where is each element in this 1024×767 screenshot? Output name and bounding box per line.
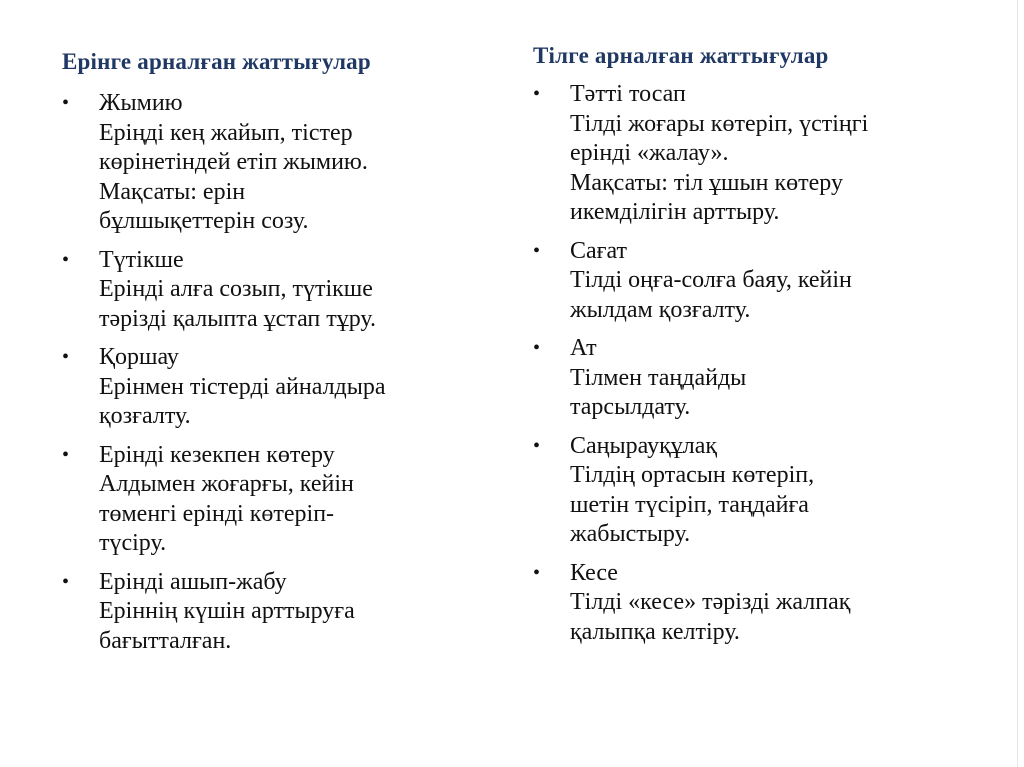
exercise-description: Еріннің күшін арттыруға бағытталған. <box>99 598 355 654</box>
list-item <box>62 441 492 559</box>
list-item <box>533 334 973 423</box>
exercise-title: Жымию <box>99 90 183 116</box>
list-item <box>62 343 492 432</box>
bullet-icon: • <box>533 337 541 359</box>
exercise-description: Еріңді кең жайып, тістер көрінетіндей етіп жымию. Мақсаты: ерін бұлшықеттерін созу. <box>99 119 368 234</box>
bullet-icon: • <box>533 83 541 105</box>
bullet-icon: • <box>533 561 541 584</box>
bullet-icon: • <box>533 434 541 457</box>
list-item <box>62 568 492 657</box>
tongue-exercises-heading: Тілге арналған жаттығулар <box>533 43 829 68</box>
exercise-title: Ат <box>570 335 597 361</box>
exercise-description: Тілді жоғары көтеріп, үстіңгі ерінді «жалау». Мақсаты: тіл ұшын көтеру икемділігін арттыру. <box>570 110 869 225</box>
list-item <box>533 559 973 648</box>
list-item <box>533 432 973 550</box>
exercise-title: Сағат <box>570 237 628 264</box>
list-item <box>62 89 492 237</box>
exercise-title: Ерінді кезекпен көтеру <box>99 441 335 468</box>
exercise-title: Саңырауқұлақ <box>570 432 718 459</box>
exercise-title: Ерінді ашып-жабу <box>99 568 287 595</box>
tongue-exercises-list <box>533 80 973 656</box>
exercise-description: Ерінді алға созып, түтікше тәрізді қалыпта ұстап тұру. <box>99 276 377 332</box>
bullet-icon: • <box>62 570 70 593</box>
exercise-title: Қоршау <box>99 344 179 370</box>
exercise-description: Тілді оңға-солға баяу, кейін жылдам қозғалту. <box>570 267 852 323</box>
bullet-icon: • <box>62 92 70 114</box>
lip-exercises-list <box>62 89 492 665</box>
exercise-description: Тілді «кесе» тәрізді жалпақ қалыпқа келтіру. <box>570 589 851 645</box>
list-item <box>62 246 492 335</box>
bullet-icon: • <box>62 248 70 271</box>
exercise-description: Тілдің ортасын көтеріп, шетін түсіріп, таңдайға жабыстыру. <box>570 462 815 547</box>
exercise-title: Тәтті тосап <box>570 81 686 107</box>
lip-exercises-heading: Ерінге арналған жаттығулар <box>62 49 371 74</box>
exercise-title: Кесе <box>570 559 618 586</box>
bullet-icon: • <box>533 239 541 262</box>
exercise-title: Түтікше <box>99 246 184 273</box>
bullet-icon: • <box>62 346 70 368</box>
list-item <box>533 80 973 228</box>
bullet-icon: • <box>62 443 70 466</box>
slide-edge-line <box>1017 0 1018 767</box>
exercise-description: Алдымен жоғарғы, кейін төменгі ерінді көтеріп- түсіру. <box>99 471 354 556</box>
list-item <box>533 237 973 326</box>
exercise-description: Тілмен таңдайды тарсылдату. <box>570 364 747 420</box>
exercise-description: Ерінмен тістерді айналдыра қозғалту. <box>99 373 386 429</box>
